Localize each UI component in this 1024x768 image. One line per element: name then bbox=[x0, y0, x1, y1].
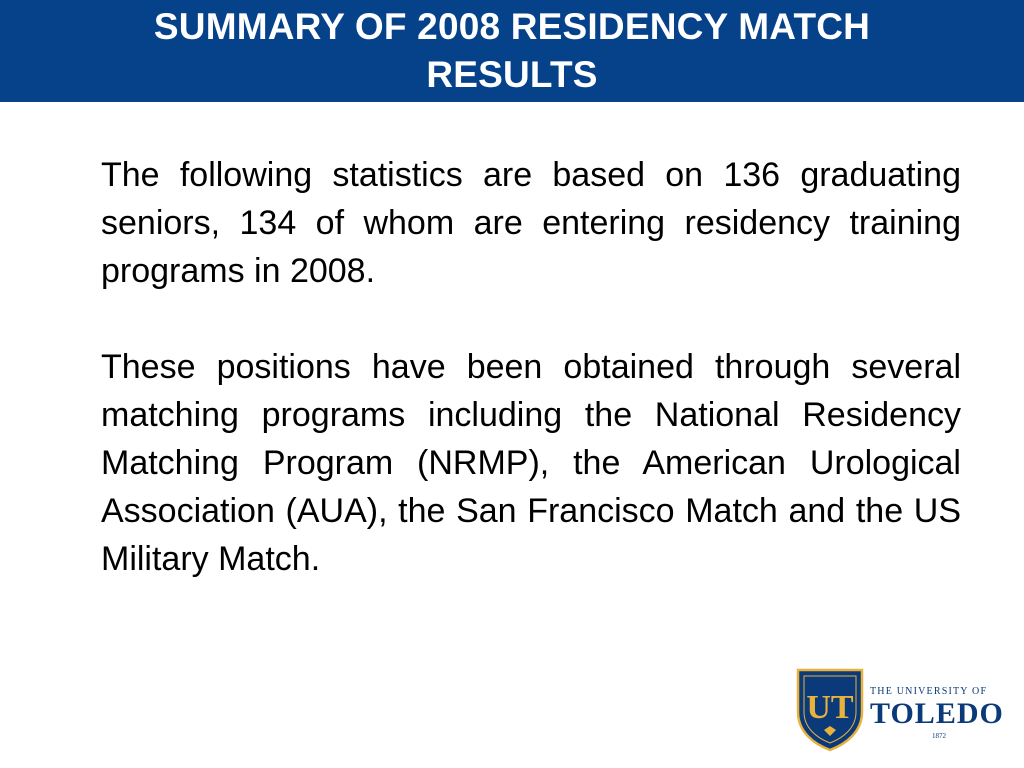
university-logo bbox=[794, 666, 1006, 754]
slide-body bbox=[101, 151, 961, 583]
logo-university-line: THE UNIVERSITY OF bbox=[870, 686, 988, 697]
logo-name: TOLEDO bbox=[870, 697, 1004, 730]
logo-wordmark bbox=[870, 686, 1006, 740]
title-bar bbox=[0, 0, 1024, 102]
paragraph-matching-programs: These positions have been obtained through several matching programs including the National Residency Matching Program (NRMP), the American Urological Association (AUA), the San Francisco Match and the US Military Match. bbox=[101, 348, 961, 578]
paragraph-statistics: The following statistics are based on 136 graduating seniors, 134 of whom are entering residency training programs in 2008. bbox=[101, 156, 961, 290]
logo-year: 1872 bbox=[932, 732, 946, 740]
shield-letters: UT bbox=[806, 689, 854, 726]
shield-icon bbox=[794, 666, 866, 752]
slide-title-line-1: SUMMARY OF 2008 RESIDENCY MATCH bbox=[153, 6, 871, 47]
slide-title bbox=[0, 3, 1024, 99]
slide-title-line-2: RESULTS bbox=[426, 54, 598, 95]
